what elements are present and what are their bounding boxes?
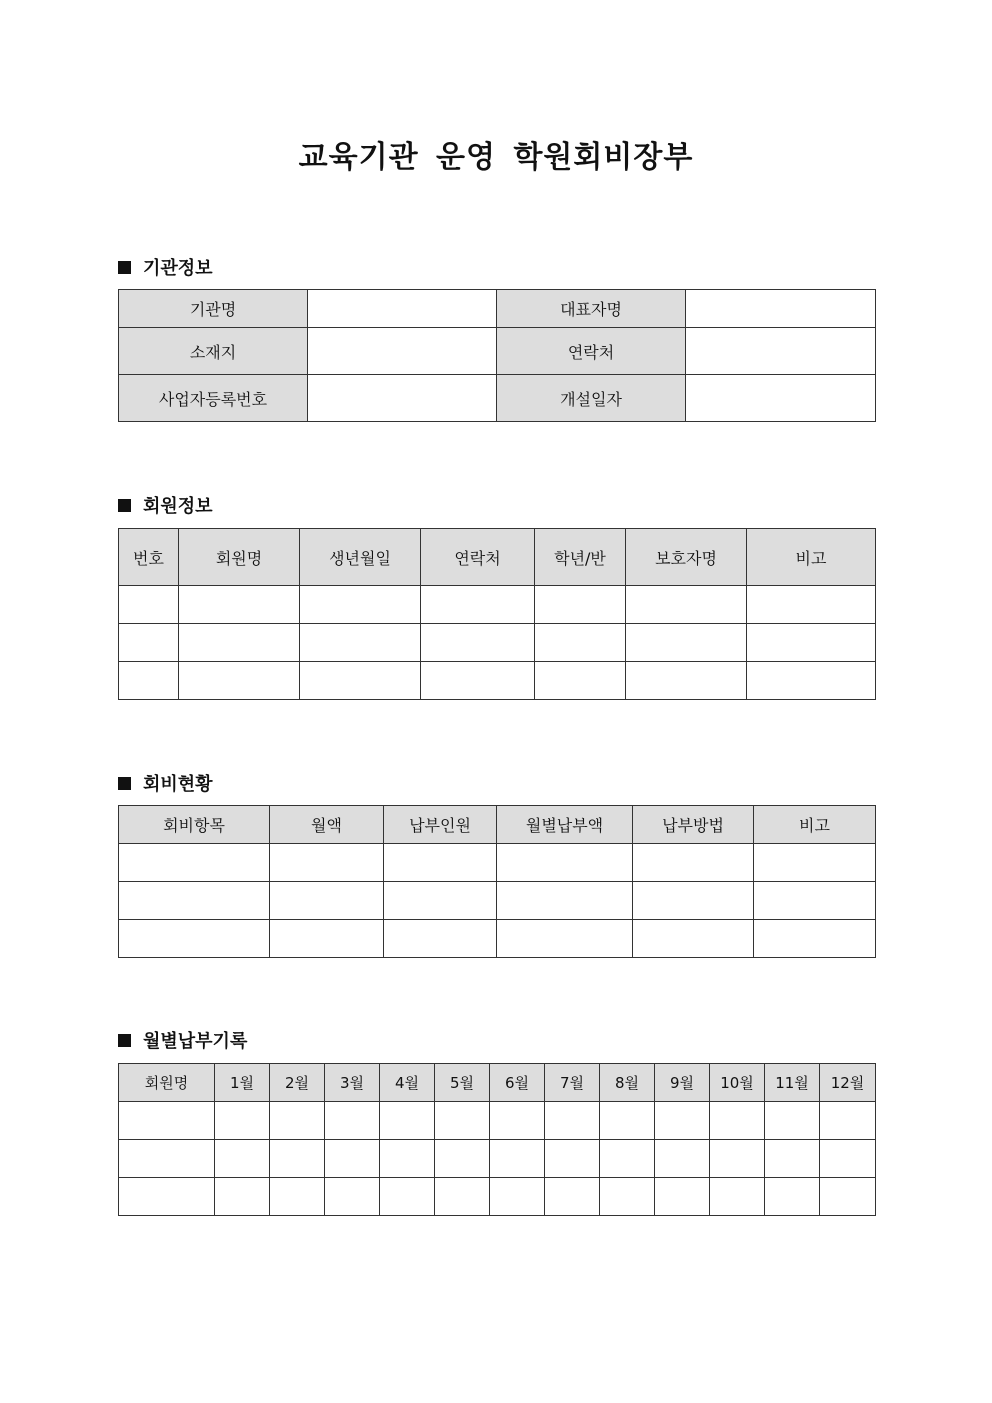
table-cell[interactable]: [535, 624, 626, 662]
table-row: [119, 844, 876, 882]
table-cell[interactable]: [380, 1178, 435, 1216]
section-heading-members: [118, 492, 213, 518]
table-cell[interactable]: [384, 920, 497, 958]
table-cell[interactable]: [497, 920, 633, 958]
column-header: 4월: [380, 1064, 435, 1102]
org-label-cell: 소재지: [119, 328, 308, 375]
table-cell[interactable]: [626, 624, 747, 662]
section-heading-fees-label: 회비현황: [143, 774, 213, 795]
table-cell[interactable]: [215, 1102, 270, 1140]
table-cell[interactable]: [490, 1178, 545, 1216]
column-header: 월액: [270, 806, 384, 844]
table-cell[interactable]: [325, 1102, 380, 1140]
column-header: 비고: [747, 529, 876, 586]
column-header: 연락처: [421, 529, 535, 586]
table-cell[interactable]: [270, 1140, 325, 1178]
table-cell[interactable]: [633, 844, 754, 882]
table-cell[interactable]: [765, 1140, 820, 1178]
column-header: 10월: [710, 1064, 765, 1102]
table-cell[interactable]: [384, 882, 497, 920]
table-cell[interactable]: [633, 920, 754, 958]
table-cell[interactable]: [626, 662, 747, 700]
table-cell[interactable]: [754, 844, 876, 882]
table-cell[interactable]: [820, 1178, 876, 1216]
table-row: [119, 624, 876, 662]
table-cell[interactable]: [215, 1178, 270, 1216]
table-header-row: [119, 1064, 876, 1102]
column-header: 2월: [270, 1064, 325, 1102]
column-header: 납부방법: [633, 806, 754, 844]
table-row: [119, 882, 876, 920]
table-cell[interactable]: [119, 882, 270, 920]
table-cell[interactable]: [119, 624, 179, 662]
column-header: 번호: [119, 529, 179, 586]
org-label-cell: 대표자명: [497, 290, 686, 328]
table-row: [119, 1178, 876, 1216]
table-cell[interactable]: [710, 1140, 765, 1178]
table-cell[interactable]: [545, 1102, 600, 1140]
column-header: 6월: [490, 1064, 545, 1102]
column-header: 비고: [754, 806, 876, 844]
table-cell[interactable]: [820, 1102, 876, 1140]
table-row: [119, 1140, 876, 1178]
table-cell[interactable]: [497, 844, 633, 882]
table-cell[interactable]: [600, 1140, 655, 1178]
table-cell[interactable]: [119, 1178, 215, 1216]
org-value-cell[interactable]: [308, 290, 497, 328]
table-cell[interactable]: [179, 662, 300, 700]
table-cell[interactable]: [747, 586, 876, 624]
table-cell[interactable]: [710, 1102, 765, 1140]
table-cell[interactable]: [655, 1102, 710, 1140]
table-cell[interactable]: [270, 882, 384, 920]
table-header-row: [119, 529, 876, 586]
table-cell[interactable]: [119, 662, 179, 700]
square-bullet-icon: [118, 261, 131, 274]
table-cell[interactable]: [300, 586, 421, 624]
table-cell[interactable]: [119, 586, 179, 624]
table-cell[interactable]: [270, 920, 384, 958]
table-cell[interactable]: [600, 1102, 655, 1140]
column-header: 월별납부액: [497, 806, 633, 844]
document-title: 교육기관 운영 학원회비장부: [298, 140, 694, 175]
table-cell[interactable]: [119, 844, 270, 882]
section-heading-org-label: 기관정보: [143, 258, 213, 279]
table-row: [119, 920, 876, 958]
table-row: [119, 662, 876, 700]
org-value-cell[interactable]: [308, 328, 497, 375]
org-label-cell: 기관명: [119, 290, 308, 328]
org-value-cell[interactable]: [686, 375, 876, 422]
table-cell[interactable]: [820, 1140, 876, 1178]
column-header: 생년월일: [300, 529, 421, 586]
fee-status-table: [118, 805, 876, 958]
column-header: 회원명: [179, 529, 300, 586]
monthly-payment-table: [118, 1063, 876, 1216]
table-row: [119, 1102, 876, 1140]
table-row: [119, 328, 876, 375]
table-cell[interactable]: [535, 586, 626, 624]
table-cell[interactable]: [633, 882, 754, 920]
column-header: 3월: [325, 1064, 380, 1102]
table-cell[interactable]: [384, 844, 497, 882]
org-value-cell[interactable]: [686, 290, 876, 328]
table-row: [119, 375, 876, 422]
table-cell[interactable]: [380, 1102, 435, 1140]
table-cell[interactable]: [119, 1102, 215, 1140]
table-cell[interactable]: [119, 1140, 215, 1178]
column-header: 8월: [600, 1064, 655, 1102]
table-cell[interactable]: [754, 882, 876, 920]
table-cell[interactable]: [545, 1178, 600, 1216]
table-cell[interactable]: [490, 1102, 545, 1140]
table-cell[interactable]: [655, 1140, 710, 1178]
table-cell[interactable]: [325, 1140, 380, 1178]
table-cell[interactable]: [435, 1102, 490, 1140]
column-header: 회비항목: [119, 806, 270, 844]
table-cell[interactable]: [754, 920, 876, 958]
column-header: 1월: [215, 1064, 270, 1102]
table-cell[interactable]: [421, 624, 535, 662]
column-header: 납부인원: [384, 806, 497, 844]
column-header: 12월: [820, 1064, 876, 1102]
table-cell[interactable]: [747, 624, 876, 662]
table-cell[interactable]: [765, 1178, 820, 1216]
org-value-cell[interactable]: [308, 375, 497, 422]
table-header-row: [119, 806, 876, 844]
column-header: 회원명: [119, 1064, 215, 1102]
column-header: 11월: [765, 1064, 820, 1102]
org-label-cell: 연락처: [497, 328, 686, 375]
table-cell[interactable]: [626, 586, 747, 624]
column-header: 9월: [655, 1064, 710, 1102]
table-cell[interactable]: [535, 662, 626, 700]
table-cell[interactable]: [270, 1178, 325, 1216]
org-info-table: [118, 289, 876, 422]
table-cell[interactable]: [179, 624, 300, 662]
table-cell[interactable]: [421, 586, 535, 624]
table-cell[interactable]: [765, 1102, 820, 1140]
square-bullet-icon: [118, 1034, 131, 1047]
table-cell[interactable]: [270, 1102, 325, 1140]
table-cell[interactable]: [325, 1178, 380, 1216]
column-header: 5월: [435, 1064, 490, 1102]
table-cell[interactable]: [421, 662, 535, 700]
table-cell[interactable]: [655, 1178, 710, 1216]
table-row: [119, 290, 876, 328]
table-cell[interactable]: [497, 882, 633, 920]
table-cell[interactable]: [600, 1178, 655, 1216]
table-cell[interactable]: [710, 1178, 765, 1216]
section-heading-monthly: [118, 1027, 247, 1053]
column-header: 학년/반: [535, 529, 626, 586]
table-cell[interactable]: [215, 1140, 270, 1178]
table-row: [119, 586, 876, 624]
table-cell[interactable]: [119, 920, 270, 958]
org-label-cell: 개설일자: [497, 375, 686, 422]
org-label-cell: 사업자등록번호: [119, 375, 308, 422]
section-heading-monthly-label: 월별납부기록: [143, 1031, 248, 1052]
table-cell[interactable]: [300, 662, 421, 700]
section-heading-members-label: 회원정보: [143, 496, 213, 517]
table-cell[interactable]: [435, 1178, 490, 1216]
table-cell[interactable]: [435, 1140, 490, 1178]
square-bullet-icon: [118, 777, 131, 790]
column-header: 보호자명: [626, 529, 747, 586]
table-cell[interactable]: [490, 1140, 545, 1178]
table-cell[interactable]: [179, 586, 300, 624]
square-bullet-icon: [118, 499, 131, 512]
table-cell[interactable]: [545, 1140, 600, 1178]
table-cell[interactable]: [300, 624, 421, 662]
table-cell[interactable]: [270, 844, 384, 882]
column-header: 7월: [545, 1064, 600, 1102]
org-value-cell[interactable]: [686, 328, 876, 375]
section-heading-org: [118, 254, 213, 280]
section-heading-fees: [118, 770, 213, 796]
table-cell[interactable]: [747, 662, 876, 700]
member-info-table: [118, 528, 876, 700]
table-cell[interactable]: [380, 1140, 435, 1178]
